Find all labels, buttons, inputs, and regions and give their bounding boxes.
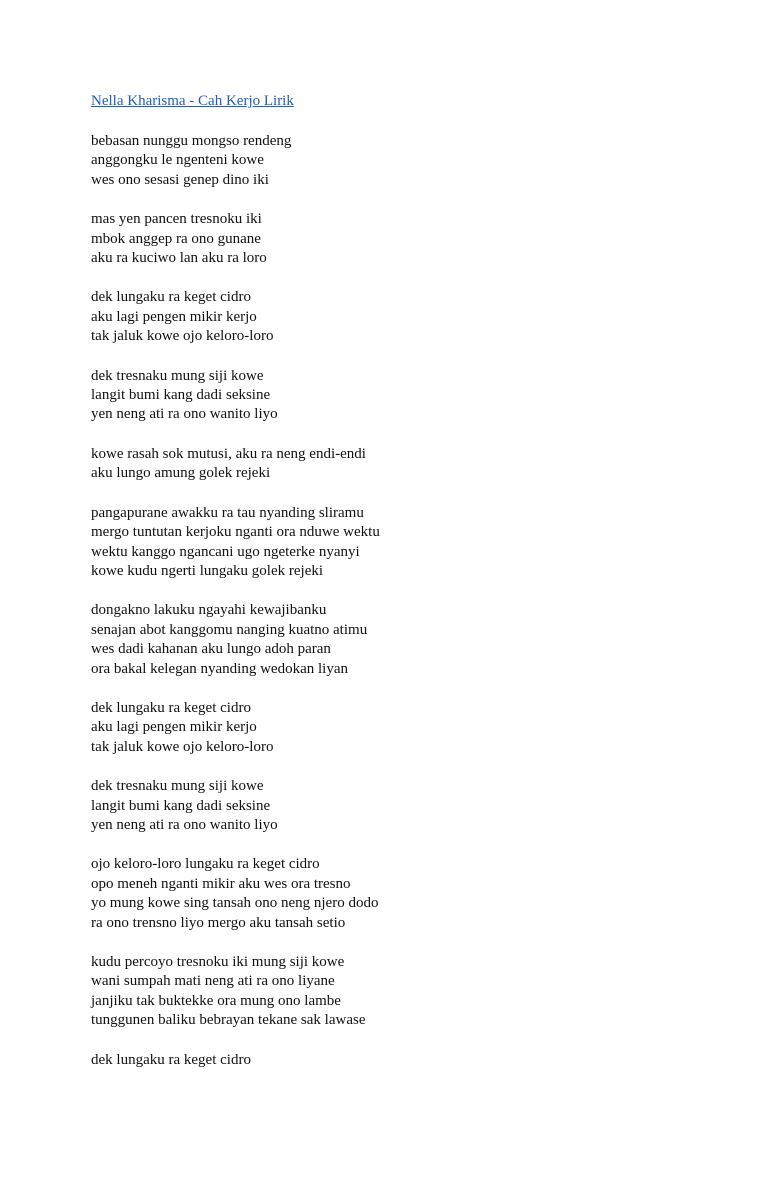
lyric-line: ora bakal kelegan nyanding wedokan liyan [91,660,348,677]
stanza-12 [91,1051,731,1070]
lyric-line: pangapurane awakku ra tau nyanding sliramu [91,504,364,521]
stanza-11 [91,953,731,1031]
lyric-line: wes ono sesasi genep dino iki [91,171,269,188]
lyric-line: janjiku tak buktekke ora mung ono lambe [91,992,341,1009]
lyric-line: dek lungaku ra keget cidro [91,289,251,306]
stanza-4 [91,367,731,425]
lyric-line: dek tresnaku mung siji kowe [91,367,264,384]
stanza-2 [91,210,731,268]
stanza-5 [91,445,731,484]
lyric-line: bebasan nunggu mongso rendeng [91,133,292,149]
lyric-line: ojo keloro-loro lungaku ra keget cidro [91,856,320,873]
lyric-line: dongakno lakuku ngayahi kewajibanku [91,602,327,619]
lyric-line: yen neng ati ra ono wanito liyo [91,406,278,423]
lyric-line: aku lagi pengen mikir kerjo [91,719,257,736]
lyric-line: aku lungo amung golek rejeki [91,465,271,482]
stanza-3 [91,288,731,346]
stanza-9 [91,777,731,835]
lyric-line: langit bumi kang dadi seksine [91,387,271,404]
lyric-line: kowe kudu ngerti lungaku golek rejeki [91,562,324,579]
lyric-line: tak jaluk kowe ojo keloro-loro [91,738,274,755]
lyric-line: opo meneh nganti mikir aku wes ora tresno [91,875,351,892]
stanza-6 [91,504,731,582]
lyric-line: tunggunen baliku bebrayan tekane sak lawase [91,1012,366,1029]
lyric-line: anggongku le ngenteni kowe [91,152,264,169]
lyric-line: langit bumi kang dadi seksine [91,797,271,814]
stanza-1 [91,132,731,190]
lyric-line: kowe rasah sok mutusi, aku ra neng endi-endi [91,445,366,462]
lyric-line: yo mung kowe sing tansah ono neng njero dodo [91,895,379,912]
lyric-line: aku lagi pengen mikir kerjo [91,308,257,325]
lyric-line: mergo tuntutan kerjoku nganti ora nduwe wektu [91,524,380,541]
lyric-line: wes dadi kahanan aku lungo adoh paran [91,641,331,658]
lyric-line: mas yen pancen tresnoku iki [91,211,262,228]
lyric-line: tak jaluk kowe ojo keloro-loro [91,328,274,345]
lyrics-body [91,132,731,1090]
document-title-link[interactable]: Nella Kharisma - Cah Kerjo Lirik [91,93,294,109]
stanza-10 [91,855,731,933]
stanza-7 [91,601,731,679]
stanza-8 [91,699,731,757]
lyric-line: wani sumpah mati neng ati ra ono liyane [91,973,335,990]
lyric-line: aku ra kuciwo lan aku ra loro [91,250,267,267]
lyric-line: ra ono trensno liyo mergo aku tansah setio [91,914,346,931]
lyric-line: senajan abot kanggomu nanging kuatno atimu [91,621,368,638]
lyric-line: mbok anggep ra ono gunane [91,230,261,247]
lyric-line: kudu percoyo tresnoku iki mung siji kowe [91,954,345,970]
lyric-line: yen neng ati ra ono wanito liyo [91,816,278,833]
lyric-line: dek tresnaku mung siji kowe [91,778,264,795]
lyric-line: wektu kanggo ngancani ugo ngeterke nyanyi [91,543,360,560]
lyric-line: dek lungaku ra keget cidro [91,699,251,716]
lyric-line: dek lungaku ra keget cidro [91,1051,251,1068]
